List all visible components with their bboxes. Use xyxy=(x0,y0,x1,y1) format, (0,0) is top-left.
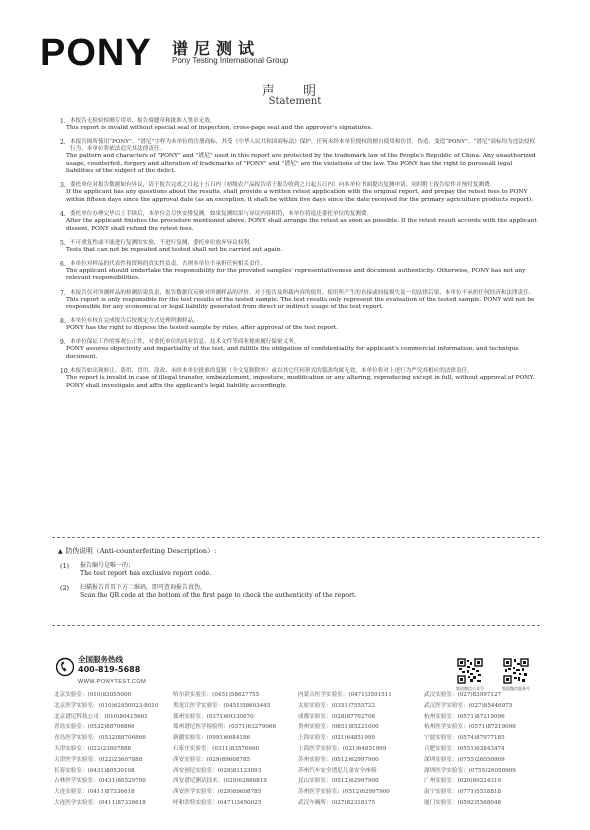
lab-contact: 青岛实验室：(0532)88706866 xyxy=(54,724,135,731)
statement-text-en: This report is only responsible for the test results of the tested sample. The test results only represent the evaluation of the tested sample. PONY will not be responsible for any economical or legal liability generated from direct or indirect usage of the test report. xyxy=(66,296,535,311)
lab-contact: 新疆实验室：(0991)6684186 xyxy=(173,735,251,742)
anti-item-number: (2) xyxy=(60,584,70,592)
lab-contact: 哈尔滨实验室：(0451)58627755 xyxy=(173,692,260,698)
lab-contact: 石家庄实验室：(0311)83576660 xyxy=(173,745,260,752)
statement-number: 8. xyxy=(60,318,66,326)
statement-text-en: Tests that can not be repeated and tested shall not be carried out again. xyxy=(66,246,283,253)
lab-contact: 大连医学实验室：(0411)87336618 xyxy=(54,799,146,806)
lab-contact: 宁波实验室：(0574)87977185 xyxy=(424,735,505,742)
brand-name-cn: 谱尼测试 xyxy=(172,39,261,58)
lab-contact: 郑州实验室：(0371)69330670 xyxy=(173,713,254,720)
page-title-en: Statement xyxy=(268,96,322,107)
lab-contact: 深圳实验室：(0755)26050909 xyxy=(424,756,505,763)
statement-text-en: The report is invalid in case of illegal transfer, embezzlement, imposture, modification or any altering, reproducing except in full, without approval of PONY. PONY shall investigate and affix the applicant's legal liability accordingly. xyxy=(66,375,535,389)
qr-label: 集团微信公众号 xyxy=(456,686,484,691)
hotline-number: 400-819-5688 xyxy=(78,665,141,674)
anti-item-number: (1) xyxy=(60,562,70,570)
statement-number: 3. xyxy=(60,182,66,190)
statement-item xyxy=(52,261,540,283)
anti-item-text-en: Scan the QR code at the bottom of the first page to check the authenticity of the report. xyxy=(80,592,357,599)
lab-contact: 吉林医学实验室：(0431)80529700 xyxy=(54,778,146,785)
lab-contact: 昆山实验室：(0512)62997900 xyxy=(298,778,379,785)
statement-item xyxy=(52,139,540,176)
lab-contact: 内蒙古医学实验室：(0471)3591511 xyxy=(298,692,392,698)
statement-item xyxy=(52,318,540,333)
anti-item-text-en: The test report has exclusive report code. xyxy=(80,570,212,577)
triangle-bullet-icon: ▲ xyxy=(58,548,63,555)
lab-contact: 苏州汽车安全谱尼儿童安全座椅： xyxy=(298,767,382,774)
statement-text-cn: 本单位有权在完成报告后按规定方式处理所测样品。 xyxy=(70,318,199,325)
anti-counterfeit-item xyxy=(60,584,530,600)
lab-contact: 西安谱尼测试技术：(029)62886819 xyxy=(173,778,267,785)
lab-contact: 苏州实验室：(0512)62997900 xyxy=(298,756,379,763)
statement-number: 1. xyxy=(60,118,66,125)
qr-label: 集团微信服务号 xyxy=(502,686,530,691)
statement-text-cn: 本报告仅对所测样品的检测结果负责，报告数据仅反映对所测样品的评价。对于报告及所载内容的使用、使用所产生的直接或间接损失及一切法律后果，本单位不承担任何经济和法律责任。 xyxy=(70,289,535,296)
lab-contact: 北京实验室：(010)83055000 xyxy=(54,692,132,698)
statement-item xyxy=(52,240,540,255)
statement-text-cn: 委托单位办理完毕以上手续后，本单位会尽快安排复测。如果复测结果与异议内容相符，本单位将退还委托单位的复测费。 xyxy=(70,211,373,218)
statement-text-en: The applicant should undertake the responsibility for the provided samples' representativeness and document authenticity. Otherwise, PONY has not any relevant responsibilities. xyxy=(66,267,526,282)
statement-text-cn: 本报告无检验检测专用章、报告骑缝章和批准人签章无效。 xyxy=(70,118,216,124)
lab-contact: 上海医学实验室：(021)64851999 xyxy=(298,745,387,752)
lab-contact: 杭州医学实验室：(0571)87219096 xyxy=(424,724,516,731)
lab-contact: 武汉医学实验室：(027)85446975 xyxy=(424,702,513,709)
statement-item xyxy=(52,211,540,233)
lab-contact: 杭州实验室：(0571)87219096 xyxy=(424,713,505,720)
lab-contact: 南宁实验室：(0771)5518818 xyxy=(424,789,502,796)
statement-list xyxy=(52,118,540,397)
statement-item xyxy=(52,339,540,361)
statement-number: 2. xyxy=(60,139,66,147)
lab-contact: 天津医学实验室：(022)23607888 xyxy=(54,756,143,763)
page-title-cn: 声 明 xyxy=(261,84,329,99)
anti-counterfeit-heading xyxy=(58,545,216,555)
statement-text-cn: 本报告如出现转让、盗用、冒用、涂改、未经本单位批准的复制（全文复制除外）或以其它任何形式的篡改均属无效，本单位将对上述行为严究其相应的法律责任。 xyxy=(70,368,473,374)
statement-text-en: This report is invalid without special seal of inspection, cross-page seal and the approver's signatures. xyxy=(66,125,373,131)
anti-counterfeit-item xyxy=(60,562,530,578)
lab-directory-column xyxy=(424,690,516,809)
lab-contact: 北京谱尼科技公司：(010)80415661 xyxy=(54,713,148,720)
lab-directory-column xyxy=(173,690,276,809)
lab-contact: 天津实验室：(022)23607888 xyxy=(54,745,132,752)
anti-item-text-cn: 报告编号是唯一的； xyxy=(80,562,135,569)
lab-contact: 厦门实验室：(0592)5568048 xyxy=(424,799,502,806)
brand-name-en: Pony Testing International Group xyxy=(172,56,289,65)
lab-contact: 合肥实验室：(0551)63843474 xyxy=(424,745,505,752)
lab-contact: 黑龙江医学实验室：(0451)58603445 xyxy=(173,702,271,709)
statement-text-cn: 不可重复性或不能进行复测的实验，不进行复测，委托单位放弃异议权利。 xyxy=(70,239,255,246)
lab-contact: 大连实验室：(0411)87336618 xyxy=(54,789,135,796)
statement-text-cn: 本单位对样品的代表性和资料的真实性负责，否则本单位不承担任何相关责任。 xyxy=(70,260,266,267)
lab-directory-column xyxy=(54,690,158,809)
hotline-title: 全国服务热线 xyxy=(78,655,123,664)
lab-contact: 广州实验室：(020)89224310 xyxy=(424,778,502,785)
service-hotline xyxy=(56,654,256,694)
statement-text-en: The pattern and characters of "PONY" and "谱尼" used in this report are protected by the trademark law of the People's Republic of China. Any unauthorized usage, counterfeit, forgery and alteration of trademarks of "PONY" and "谱尼" are the violations of the law. The PONY has the right to pursueall legal liabilities of the subject of the delict. xyxy=(66,153,536,175)
statement-item xyxy=(52,290,540,312)
statement-text-cn: 本报告图所使用“PONY”、“谱尼”字样为本单位的注册商标，其受《中华人民共和国商标法》保护，任何未经本单位授权的擅自使用和仿冒、伪造、变造“PONY”、“谱尼”商标均为违法侵权行为，本单位将依法追究其法律责任。 xyxy=(70,139,536,153)
anti-counterfeit-title: 防伪说明（Anti-counterfeiting Description）: xyxy=(65,547,217,555)
website-link[interactable]: WWW.PONYTEST.COM xyxy=(78,679,147,685)
statement-text-cn: 委托单位对报告数据如有异议，请于报告完成之日起十五日内（初级农产品报告请于报告收到之日起五日内）向本单位书面提出复测申请，同时附上报告原件并预付复测费。 xyxy=(70,182,496,189)
statement-text-cn: 本单位保证工作的客观公正性，对委托单位的商业信息、技术文件等商业秘密履行保密义务。 xyxy=(70,339,300,346)
statement-number: 5. xyxy=(60,239,66,247)
lab-contact: 深圳医学实验室：(0755)26050909 xyxy=(424,767,516,774)
statement-text-en: PONY assures objectivity and impartiality of the test, and fulfills the obligation of confidentiality for applicant's commercial information, and technique document. xyxy=(66,346,519,360)
statement-number: 10. xyxy=(60,368,70,375)
statement-text-en: PONY has the right to dispose the tested sample by rules, after approval of the test report. xyxy=(66,325,338,332)
lab-contact: 呼和浩特实验室：(0471)3450025 xyxy=(173,799,262,806)
statement-number: 7. xyxy=(60,289,66,297)
lab-contact: 西安实验室：(029)89608785 xyxy=(173,756,251,763)
lab-contact: 西安创尼实验室：(029)81123093 xyxy=(173,767,262,774)
lab-directory-column xyxy=(298,690,392,809)
anti-item-text-cn: 扫描报告首页下方二维码，即可查询报告真伪。 xyxy=(80,584,207,591)
lab-contact: 上海实验室：(021)64851999 xyxy=(298,735,376,742)
statement-number: 9. xyxy=(60,339,66,347)
lab-contact: 武汉实验室：(027)83997127 xyxy=(424,692,502,698)
divider-bottom xyxy=(52,625,540,626)
statement-text-en: If the applicant has any questions about the results, shall provide a written retest application with the original report, and prepay the retest fees to PONY within fifteen days since the approval date (as an exception, it shall be within five days since the date received for the primary agriculture products report). xyxy=(66,189,534,203)
qr-code-icon xyxy=(503,658,529,684)
lab-contact: 苏州医学实验室：(0512)62997900 xyxy=(298,789,390,796)
statement-item xyxy=(52,368,540,390)
qr-code-icon xyxy=(457,658,483,684)
anti-counterfeit-list xyxy=(60,562,530,606)
lab-contact: 西安医学实验室：(029)89608785 xyxy=(173,789,262,796)
pony-logo: PONY xyxy=(40,32,152,74)
statement-number: 4. xyxy=(60,211,66,219)
lab-contact: 贵州实验室：(0851)85221000 xyxy=(298,724,379,731)
lab-contact: 青岛医学实验室：(0532)88706866 xyxy=(54,735,146,742)
phone-icon xyxy=(56,656,74,678)
lab-contact: 太原实验室：(0351)7555722 xyxy=(298,702,376,709)
lab-contact: 武汉车辆所：(027)82318175 xyxy=(298,799,376,806)
divider-top xyxy=(52,537,540,538)
lab-contact: 长春实验室：(0431)80530108 xyxy=(54,767,135,774)
statement-number: 6. xyxy=(60,260,66,268)
statement-item xyxy=(52,182,540,204)
lab-contact: 北京医学实验室：(010)62450023-8010 xyxy=(54,702,159,709)
lab-contact: 郑州谱尼医学检验所：(0371)63279066 xyxy=(173,724,277,731)
lab-contact: 成都实验室：(028)87702708 xyxy=(298,713,376,720)
statement-text-en: After the applicant finishes the procedure mentioned above, PONY shall arrange the retest as soon as possible. If the retest result accords with the applicant dissent, PONY shall refund the retest fees. xyxy=(66,218,537,232)
statement-item xyxy=(52,118,540,133)
